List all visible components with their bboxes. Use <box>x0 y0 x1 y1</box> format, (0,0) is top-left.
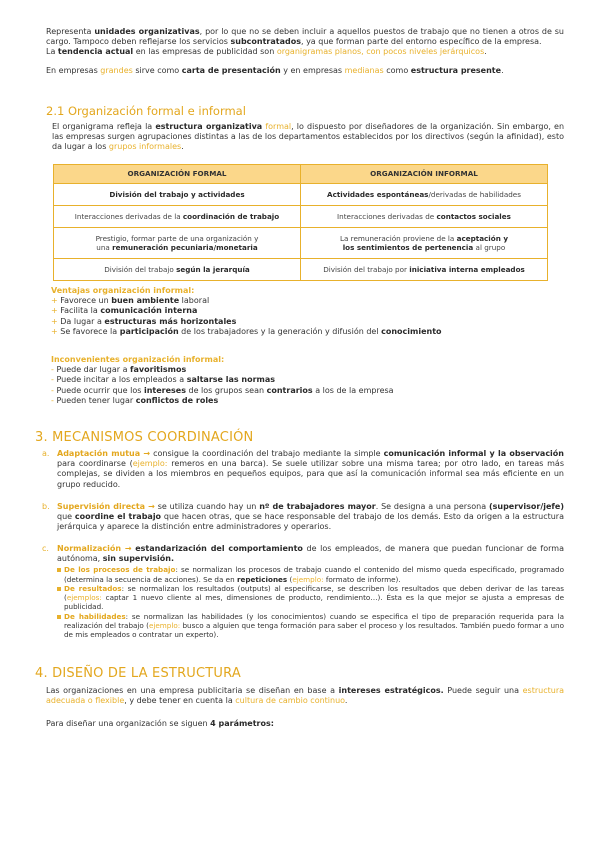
text-run: sin supervisión. <box>102 554 174 564</box>
text-run: consigue la coordinación del trabajo mediante la simple <box>150 449 384 458</box>
header-informal: ORGANIZACIÓN INFORMAL <box>301 165 548 184</box>
text-run: saltarse las normas <box>186 375 276 385</box>
text-run: Puede ocurrir que los <box>56 385 144 395</box>
text-run: /derivadas de habilidades <box>428 189 521 199</box>
text-run: División del trabajo <box>104 264 177 274</box>
list-item <box>51 327 442 337</box>
text-run: . <box>344 696 348 706</box>
normalizacion-sublist <box>64 565 564 639</box>
text-run: coordine el trabajo <box>74 512 162 522</box>
text-run: organigramas planos, con pocos niveles jerárquicos <box>276 47 485 57</box>
text-run: , ya que forman parte del entorno específico de la empresa. <box>300 37 542 47</box>
sub-item-text <box>64 612 564 640</box>
text-run: estructura organizativa <box>155 122 263 131</box>
text-run: , por lo que no se deben incluir a aquellos puestos de trabajo que no tienen a otros de su cargo. Tampoco deben reflejarse los servicios <box>46 27 565 47</box>
text-run: División del trabajo por <box>323 264 410 274</box>
text-run: subcontratados <box>230 37 301 47</box>
text-run: + <box>51 306 61 316</box>
text-run: los sentimientos de pertenencia <box>342 243 474 252</box>
text-run: al grupo <box>473 243 506 252</box>
text-run: De resultados <box>64 583 122 593</box>
text-run: que <box>57 512 75 522</box>
item-a-letter: a. <box>42 449 50 458</box>
text-run: + <box>51 316 61 326</box>
text-run: Pueden tener lugar <box>56 395 136 405</box>
text-run: : se normalizan los procesos de trabajo cuando el contenido del mismo queda especificado, programado (determina la secuencia de acciones). Se da en <box>64 565 564 584</box>
text-run: . Se designa a una persona <box>375 502 489 511</box>
text-run: , lo dispuesto por diseñadores de la organización. Sin embargo, en las empresas surgen agrupaciones distintas a las de los departamentos establecidos por los directivos (según la afinidad), esto da lugar a los <box>52 122 565 152</box>
text-run: tendencia actual <box>57 47 134 57</box>
intro-paragraph-3 <box>46 66 564 76</box>
table-cell <box>301 228 548 259</box>
intro-paragraph-1 <box>46 27 564 47</box>
text-run: contactos sociales <box>436 211 511 221</box>
square-bullet-icon <box>57 568 61 572</box>
table-cell <box>54 206 301 228</box>
list-item <box>51 317 442 327</box>
table-row <box>54 259 548 281</box>
square-bullet-icon <box>57 615 61 619</box>
table-row <box>54 228 548 259</box>
text-run: se utiliza cuando hay un <box>154 502 260 511</box>
text-run: . <box>484 47 487 57</box>
item-c <box>42 544 564 639</box>
table-cell <box>54 228 301 259</box>
table-cell <box>301 184 548 206</box>
section-2-1-paragraph <box>52 122 564 153</box>
text-run: 4 parámetros: <box>210 719 274 728</box>
text-run: Las organizaciones en una empresa publicitaria se diseñan en base a <box>46 686 339 695</box>
text-run: Adaptación mutua → <box>57 449 151 458</box>
text-run: - <box>51 385 57 395</box>
text-run: La <box>46 47 58 57</box>
list-item <box>51 386 394 396</box>
sub-item-habilidades <box>64 612 564 640</box>
section-3-title: 3. MECANISMOS COORDINACIÓN <box>35 430 254 445</box>
text-run: remeros en una barca). Se suele utilizar sobre una misma tarea; por otro lado, en tareas más complejas, se dividen a los miembros en pequeños equipos, para que así la comunicación informal sea más eficiente en un grupo reducido. <box>57 459 565 489</box>
square-bullet-icon <box>57 587 61 591</box>
text-run: Se favorece la <box>60 326 120 336</box>
sub-item-text <box>64 584 564 612</box>
sub-item-text <box>64 565 564 583</box>
text-run: según la jerarquía <box>176 264 250 274</box>
text-run: iniciativa interna empleados <box>409 264 525 274</box>
text-run: unidades organizativas <box>94 27 200 36</box>
text-run: como <box>383 65 411 75</box>
ventajas-title: Ventajas organización informal: <box>51 286 195 295</box>
text-run: una <box>96 243 113 252</box>
text-run: + <box>51 326 61 336</box>
text-run: captar 1 nuevo cliente al mes, dimensiones de producto, rendimiento…). Ésta es la que mejor se ajusta a empresas de publicidad. <box>64 593 564 612</box>
text-run: cultura de cambio continuo <box>235 696 345 706</box>
text-run: de los empleados, de manera que puedan funcionar de forma autónoma, <box>57 544 564 564</box>
table-cell <box>301 206 548 228</box>
inconvenientes-title: Inconvenientes organización informal: <box>51 355 225 364</box>
text-run: laboral <box>179 296 210 306</box>
text-run: nº de trabajadores mayor <box>259 502 376 511</box>
text-run: estructura adecuada o flexible <box>46 686 565 706</box>
item-b-text <box>57 502 564 533</box>
text-run: Para diseñar una organización se siguen <box>46 719 211 728</box>
text-run: estandarización del comportamiento <box>135 544 303 553</box>
text-run: comunicación interna <box>100 306 198 316</box>
section-4-paragraph-2 <box>46 719 564 729</box>
text-run: que hacen otras, que se hace responsable del trabajo de los demás. Esto da origen a la estructura jerárquica y aparece la distinción entre administradores y operarios. <box>57 512 564 532</box>
text-run: Interacciones derivadas de <box>337 211 437 221</box>
text-run: coordinación de trabajo <box>182 211 280 221</box>
list-item <box>51 306 442 316</box>
text-run: Favorece un <box>60 296 112 306</box>
intro-block <box>46 27 564 76</box>
table-header-row <box>54 165 548 184</box>
text-run: + <box>51 296 61 306</box>
text-run: - <box>51 375 57 385</box>
sub-item-procesos <box>64 565 564 583</box>
text-run: De los procesos de trabajo <box>64 565 176 575</box>
text-run: carta de presentación <box>181 65 281 75</box>
text-run: , y debe tener en cuenta la <box>124 696 236 706</box>
text-run: favoritismos <box>130 365 187 375</box>
text-run: Da lugar a <box>60 316 105 326</box>
text-run: sirve como <box>132 65 182 75</box>
section-4-title: 4. DISEÑO DE LA ESTRUCTURA <box>35 666 241 681</box>
text-run: y en empresas <box>280 65 345 75</box>
text-run: conflictos de roles <box>135 395 219 405</box>
item-a <box>42 449 564 490</box>
list-item <box>51 296 442 306</box>
text-run: de los trabajadores y la generación y difusión del <box>178 326 382 336</box>
text-run: en las empresas de publicidad son <box>133 47 277 57</box>
item-b-letter: b. <box>42 502 50 511</box>
text-run: - <box>51 365 57 375</box>
text-run: repeticiones <box>236 574 288 584</box>
text-run: Puede seguir una <box>443 686 523 695</box>
inconvenientes-block <box>51 355 394 406</box>
text-run: formal <box>265 122 292 131</box>
list-item <box>51 396 394 406</box>
text-run: . <box>181 142 184 152</box>
text-run: a los de la empresa <box>312 385 394 395</box>
text-run: El organigrama refleja la <box>52 122 156 131</box>
text-run: Puede dar lugar a <box>56 365 131 375</box>
text-run: busco a alguien que tenga formación para saber el proceso y los resultados. También puedo formar a uno de mis empleados o contratar un experto). <box>64 620 565 639</box>
table-row <box>54 206 548 228</box>
text-run: Supervisión directa → <box>57 502 155 511</box>
table-cell <box>54 259 301 281</box>
text-run: . <box>501 65 504 75</box>
text-run: buen ambiente <box>111 296 180 306</box>
item-b <box>42 502 564 533</box>
text-run: medianas <box>344 65 384 75</box>
intro-paragraph-2 <box>46 47 564 57</box>
text-run: - <box>51 395 57 405</box>
item-c-text <box>57 544 564 564</box>
table-cell <box>301 259 548 281</box>
text-run: intereses <box>143 385 186 395</box>
text-run: remuneración pecuniaria/monetaria <box>112 243 258 252</box>
text-run: : se normalizan las habilidades (y los conocimientos) cuando se especifica el tipo de preparación requerida para la realización del trabajo ( <box>64 611 565 630</box>
item-a-text <box>57 449 564 490</box>
text-run: : se normalizan los resultados (outputs) al especificarse, se describen los resultados que deben derivar de las tareas ( <box>64 583 564 603</box>
header-formal: ORGANIZACIÓN FORMAL <box>54 165 301 184</box>
text-run: contrarios <box>266 385 313 395</box>
text-run: para coordinarse ( <box>57 459 133 469</box>
text-run: ejemplo: <box>132 459 168 469</box>
text-run: ejemplos: <box>66 593 102 603</box>
sub-item-resultados <box>64 584 564 612</box>
text-run: Interacciones derivadas de la <box>74 211 183 221</box>
text-run: estructuras más horizontales <box>104 316 237 326</box>
table-cell <box>54 184 301 206</box>
text-run: En empresas <box>46 65 101 75</box>
item-c-letter: c. <box>42 544 49 553</box>
text-run: De habilidades <box>64 611 126 621</box>
text-run: estructura presente <box>410 65 502 75</box>
text-run: Puede incitar a los empleados a <box>56 375 187 385</box>
list-item <box>51 365 394 375</box>
text-run: de los grupos sean <box>185 385 267 395</box>
text-run: grandes <box>100 65 133 75</box>
text-run: Facilita la <box>60 306 101 316</box>
org-comparison-table <box>53 164 548 281</box>
section-4-paragraph <box>46 686 564 706</box>
text-run: ejemplo: <box>292 574 324 584</box>
section-2-1-title: 2.1 Organización formal e informal <box>46 104 246 118</box>
list-item <box>51 375 394 385</box>
table-row <box>54 184 548 206</box>
text-run: formato de informe). <box>323 574 401 584</box>
text-run: Representa <box>46 27 95 36</box>
text-run: Prestigio, formar parte de una organización y <box>95 233 259 243</box>
text-run: ejemplo: <box>148 620 181 630</box>
text-run: grupos informales <box>108 142 182 152</box>
text-run: aceptación y <box>456 233 509 243</box>
text-run: Normalización → <box>57 544 132 553</box>
text-run: participación <box>119 326 179 336</box>
text-run: comunicación informal y la observación <box>383 449 564 458</box>
text-run: La remuneración proviene de la <box>339 233 457 243</box>
text-run: ( <box>287 574 293 584</box>
text-run: intereses estratégicos. <box>338 686 444 695</box>
text-run: conocimiento <box>381 326 442 336</box>
text-run: (supervisor/jefe) <box>488 502 564 511</box>
text-run: División del trabajo y actividades <box>109 189 245 199</box>
text-run: Actividades espontáneas <box>327 189 429 199</box>
ventajas-block <box>51 286 442 337</box>
